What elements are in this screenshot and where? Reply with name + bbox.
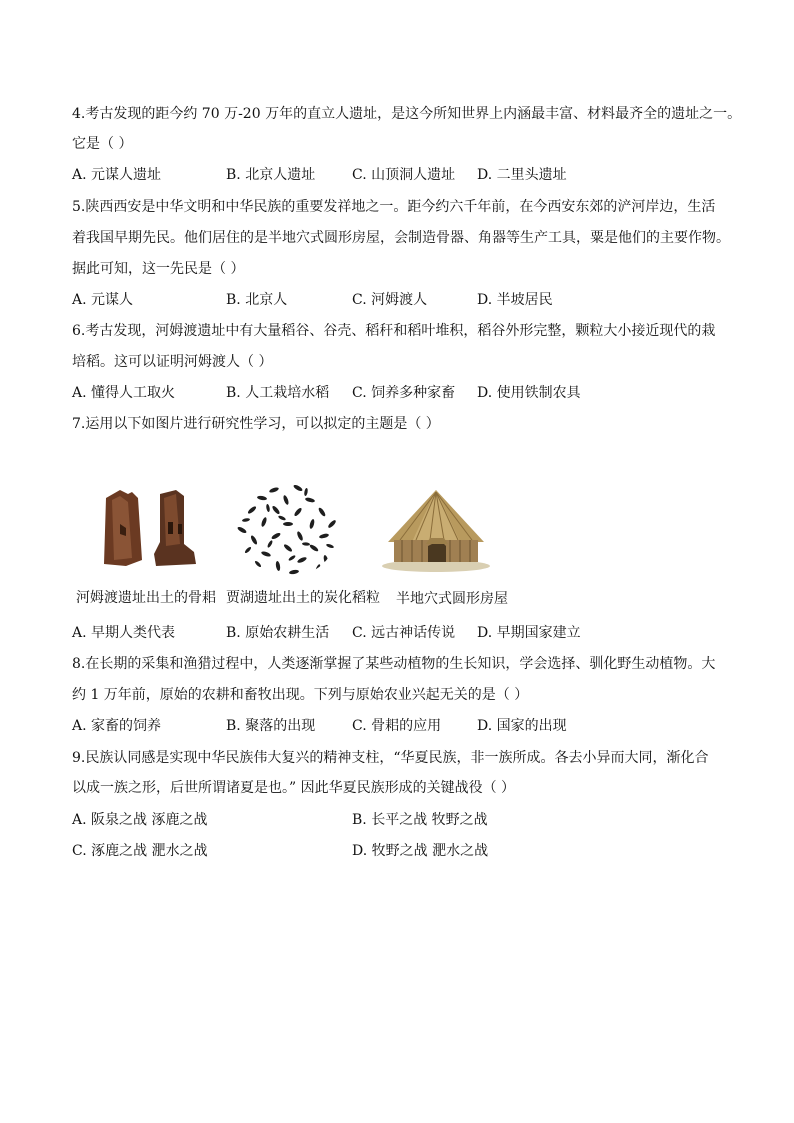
q8-option-d[interactable]: D. 国家的出现 — [477, 718, 567, 734]
q7-option-c[interactable]: C. 远古神话传说 — [352, 625, 456, 641]
q8-stem-line2: 约 1 万年前，原始的农耕和畜牧出现。下列与原始农业兴起无关的是（ ） — [72, 687, 529, 703]
round-house-caption: 半地穴式圆形房屋 — [396, 591, 508, 607]
q7-option-a[interactable]: A. 早期人类代表 — [72, 625, 176, 641]
bone-spade-image — [98, 484, 202, 572]
q4-stem-line1: 4.考古发现的距今约 70 万-20 万年的直立人遗址，是这今所知世界上内涵最丰富、材料最齐全的遗址之一。 — [72, 106, 742, 122]
q7-option-b[interactable]: B. 原始农耕生活 — [226, 625, 330, 641]
q4-option-c[interactable]: C. 山顶洞人遗址 — [352, 167, 456, 183]
q9-option-b[interactable]: B. 长平之战 牧野之战 — [352, 812, 488, 828]
q6-option-a[interactable]: A. 懂得人工取火 — [72, 385, 176, 401]
round-house-image — [380, 488, 492, 574]
q6-option-c[interactable]: C. 饲养多种家畜 — [352, 385, 456, 401]
q9-option-a[interactable]: A. 阪泉之战 涿鹿之战 — [72, 812, 208, 828]
q4-stem-line2: 它是（ ） — [72, 136, 133, 152]
q4-option-a[interactable]: A. 元谋人遗址 — [72, 167, 162, 183]
carbonized-rice-image — [232, 480, 340, 580]
carbonized-rice-caption: 贾湖遗址出土的炭化稻粒 — [226, 590, 380, 606]
q4-option-b[interactable]: B. 北京人遗址 — [226, 167, 316, 183]
q5-option-a[interactable]: A. 元谋人 — [72, 292, 134, 308]
q8-stem-line1: 8.在长期的采集和渔猎过程中，人类逐渐掌握了某些动植物的生长知识，学会选择、驯化野生动植物。大 — [72, 656, 716, 672]
q9-option-c[interactable]: C. 涿鹿之战 淝水之战 — [72, 843, 208, 859]
q8-option-a[interactable]: A. 家畜的饲养 — [72, 718, 162, 734]
q8-option-c[interactable]: C. 骨耜的应用 — [352, 718, 442, 734]
q6-stem-line2: 培稻。这可以证明河姆渡人（ ） — [72, 354, 273, 370]
q5-stem-line2: 着我国早期先民。他们居住的是半地穴式圆形房屋，会制造骨器、角器等生产工具，粟是他们的主要作物。 — [72, 230, 730, 246]
q9-stem-line2: 以成一族之形，后世所谓诸夏是也。” 因此华夏民族形成的关键战役（ ） — [72, 780, 516, 796]
q6-stem-line1: 6.考古发现，河姆渡遗址中有大量稻谷、谷壳、稻秆和稻叶堆积，稻谷外形完整，颗粒大小接近现代的栽 — [72, 323, 716, 339]
q5-stem-line3: 据此可知，这一先民是（ ） — [72, 261, 245, 277]
q5-stem-line1: 5.陕西西安是中华文明和中华民族的重要发祥地之一。距今约六千年前，在今西安东郊的浐河岸边，生活 — [72, 199, 716, 215]
q7-stem-line1: 7.运用以下如图片进行研究性学习，可以拟定的主题是（ ） — [72, 416, 440, 432]
q4-option-d[interactable]: D. 二里头遗址 — [477, 167, 567, 183]
q9-stem-line1: 9.民族认同感是实现中华民族伟大复兴的精神支柱，“华夏民族，非一族所成。各去小异而大同，渐化合 — [72, 750, 709, 766]
bone-spade-caption: 河姆渡遗址出土的骨耜 — [76, 590, 216, 606]
q9-option-d[interactable]: D. 牧野之战 淝水之战 — [352, 843, 489, 859]
q5-option-d[interactable]: D. 半坡居民 — [477, 292, 553, 308]
q6-option-d[interactable]: D. 使用铁制农具 — [477, 385, 581, 401]
q7-option-d[interactable]: D. 早期国家建立 — [477, 625, 581, 641]
q5-option-c[interactable]: C. 河姆渡人 — [352, 292, 428, 308]
q8-option-b[interactable]: B. 聚落的出现 — [226, 718, 316, 734]
q5-option-b[interactable]: B. 北京人 — [226, 292, 288, 308]
q6-option-b[interactable]: B. 人工栽培水稻 — [226, 385, 330, 401]
